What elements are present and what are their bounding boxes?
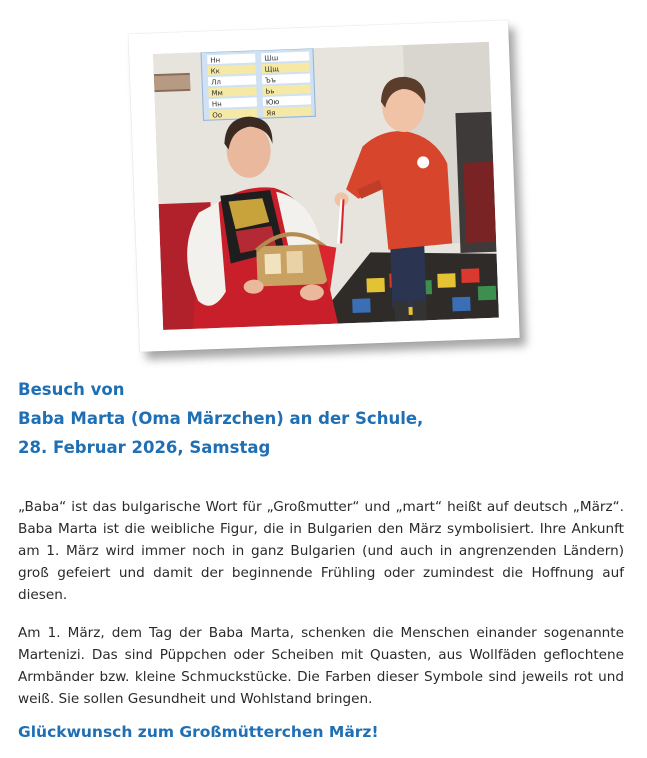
- poster-letter: Нн: [211, 100, 222, 109]
- poster-letter: Ъъ: [264, 76, 277, 85]
- poster-letter: Шш: [264, 54, 279, 63]
- poster-letter: Юю: [265, 98, 280, 107]
- poster-letter: Оо: [212, 111, 223, 120]
- poster-letter: Яя: [266, 109, 276, 118]
- heading-line-1: Besuch von: [18, 380, 125, 399]
- poster-letter: Мм: [211, 89, 224, 98]
- poster-letter: Лл: [210, 78, 222, 87]
- poster-letter: Нн: [210, 56, 221, 65]
- paragraph-martenizi: Am 1. März, dem Tag der Baba Marta, schenken die Menschen einander sogenannte Martenizi. Das sind Püppchen oder Scheiben mit Quasten, aus Wollfäden geflochtene Armbänder bzw. kleine Schmuckstücke. Die Farben dieser Symbole sind jeweils rot und weiß. Sie sollen Gesundheit und Wohlstand bringen.: [18, 625, 624, 707]
- heading-line-2: Baba Marta (Oma Märzchen) an der Schule,: [18, 409, 424, 428]
- heading-line-3: 28. Februar 2026, Samstag: [18, 438, 271, 457]
- poster-letter: Ьь: [265, 87, 275, 96]
- article-heading: [18, 375, 423, 462]
- photo-frame: [128, 20, 519, 352]
- poster-letter: Кк: [210, 67, 221, 76]
- photo-illustration: [153, 42, 499, 330]
- poster-letter: Щщ: [264, 65, 280, 74]
- alphabet-poster: [201, 48, 315, 120]
- event-photo: [153, 42, 499, 330]
- paragraph-baba-marta: „Baba“ ist das bulgarische Wort für „Großmutter“ und „mart“ heißt auf deutsch „März“. Baba Marta ist die weibliche Figur, die in Bulgarien den März symbolisiert. Ihre Ankunft am 1. März wird immer noch in ganz Bulgarien (und auch in angrenzenden Ländern) groß gefeiert und damit der beginnende Frühling oder zumindest die Hoffnung auf diesen.: [18, 499, 624, 603]
- closing-greeting: Glückwunsch zum Großmütterchen März!: [18, 723, 379, 741]
